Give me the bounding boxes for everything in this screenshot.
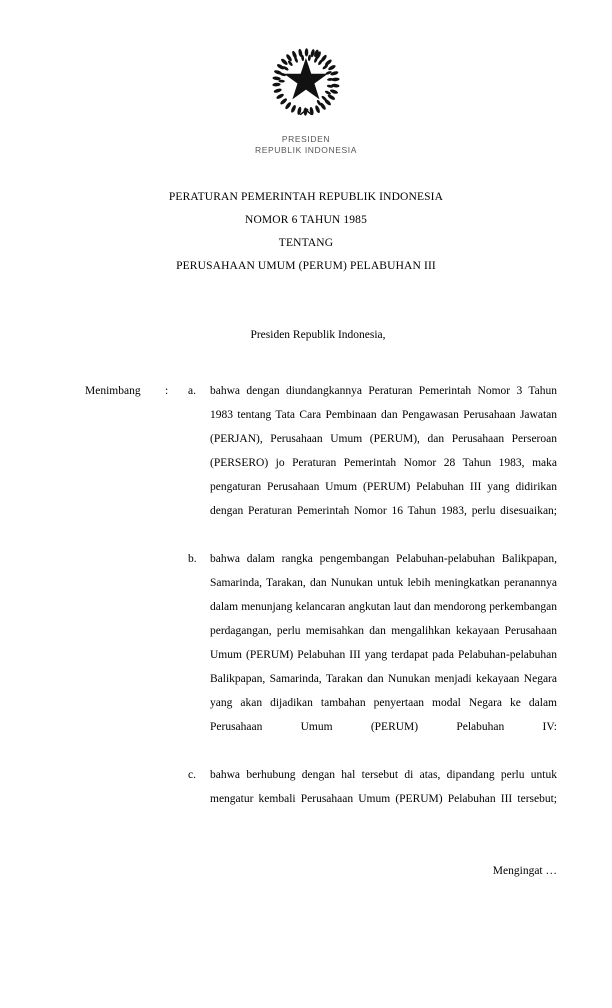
- considerans-label: Menimbang: [85, 385, 141, 397]
- considerans-section: [85, 379, 557, 835]
- considerans-item-text: bahwa dengan diundangkannya Peraturan Pemerintah Nomor 3 Tahun 1983 tentang Tata Cara Pembinaan dan Pengawasan Perusahaan Jawatan (PERJAN), Perusahaan Umum (PERUM), dan Perusahaan Perseroan (PERSERO) jo Peraturan Pemerintah Nomor 28 Tahun 1983, maka pengaturan Perusahaan Umum (PERUM) Pelabuhan III yang didirikan dengan Peraturan Pemerintah Nomor 16 Tahun 1983, perlu disesuaikan;: [210, 385, 557, 517]
- page-catchword: Mengingat …: [492, 865, 557, 877]
- considerans-item: [188, 379, 557, 547]
- considerans-item-text: bahwa dalam rangka pengembangan Pelabuhan-pelabuhan Balikpapan, Samarinda, Tarakan, dan Nunukan untuk lebih meningkatkan peranannya dalam menunjang kelancaran angkutan laut dan mendorong perkembangan perdagangan, perlu memisahkan dan mengalihkan kekayaan Perusahaan Umum (PERUM) Pelabuhan III yang terdapat pada Pelabuhan-pelabuhan Balikpapan, Samarinda, Tarakan dan Nunukan menjadi kekayaan Negara yang akan dijadikan tambahan penyertaan modal Negara ke dalam Perusahaan Umum (PERUM) Pelabuhan IV:: [210, 553, 557, 733]
- considerans-items: [188, 379, 557, 835]
- considerans-item-marker: b.: [188, 553, 197, 565]
- considerans-item: [188, 763, 557, 835]
- indonesian-presidential-seal-star-wreath-icon: [269, 36, 343, 128]
- considerans-item-text: bahwa berhubung dengan hal tersebut di atas, dipandang perlu untuk mengatur kembali Perusahaan Umum (PERUM) Pelabuhan III tersebut;: [210, 769, 557, 805]
- opening-block: [0, 327, 612, 343]
- considerans-item: [188, 547, 557, 763]
- considerans-colon: :: [165, 385, 169, 397]
- title-tentang-label: TENTANG: [278, 237, 334, 249]
- title-number-year: NOMOR 6 TAHUN 1985: [244, 214, 367, 226]
- considerans-item-marker: c.: [188, 769, 196, 781]
- considerans-row: [85, 379, 557, 835]
- considerans-item-marker: a.: [188, 385, 196, 397]
- emblem-caption-line-2: REPUBLIK INDONESIA: [255, 145, 357, 155]
- opening-president-line: Presiden Republik Indonesia,: [250, 329, 386, 341]
- emblem-caption-line-1: PRESIDEN: [281, 134, 331, 144]
- emblem-caption: [0, 134, 612, 156]
- document-title-block: [0, 186, 612, 278]
- title-subject: PERUSAHAAN UMUM (PERUM) PELABUHAN III: [176, 260, 436, 272]
- title-regulation-type: PERATURAN PEMERINTAH REPUBLIK INDONESIA: [168, 191, 444, 203]
- presidential-emblem-block: [0, 36, 612, 156]
